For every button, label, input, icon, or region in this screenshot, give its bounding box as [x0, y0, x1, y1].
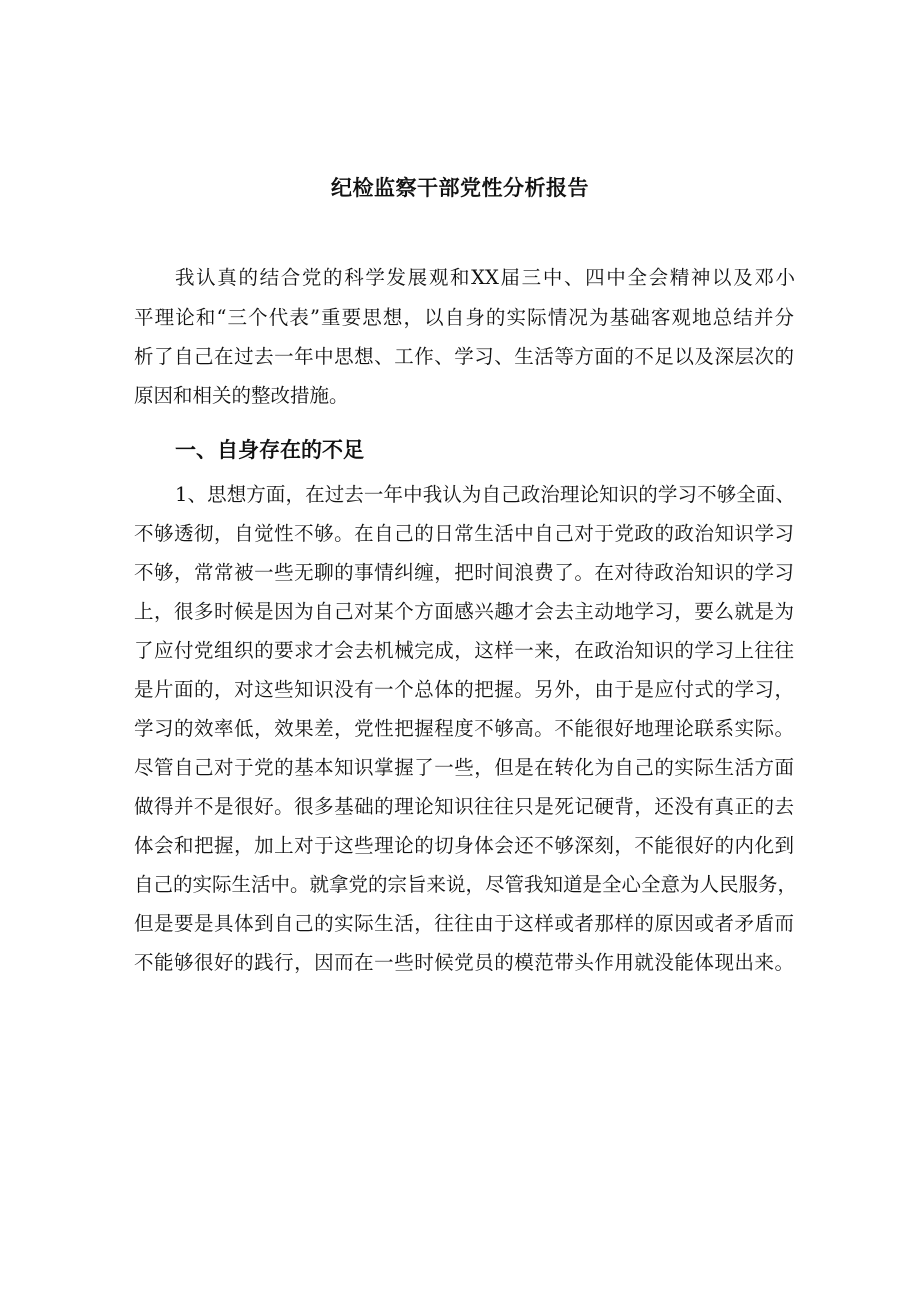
text-line: 自己的实际生活中。就拿党的宗旨来说，尽管我知道是全心全意为人民服务，: [134, 873, 798, 896]
section-heading: 一、自身存在的不足: [175, 438, 364, 462]
text-line: 尽管自己对于党的基本知识掌握了一些，但是在转化为自己的实际生活方面: [134, 756, 794, 779]
text-line: 析了自己在过去一年中思想、工作、学习、生活等方面的不足以及深层次的: [134, 345, 794, 368]
text-line: 是片面的，对这些知识没有一个总体的把握。另外，由于是应付式的学习，: [134, 678, 794, 701]
document-title: 纪检监察干部党性分析报告: [331, 176, 589, 200]
text-line: 1、思想方面，在过去一年中我认为自己政治理论知识的学习不够全面、: [175, 483, 795, 506]
text-line: 上，很多时候是因为自己对某个方面感兴趣才会去主动地学习，要么就是为: [134, 600, 794, 623]
text-line: 平理论和“三个代表”重要思想，以自身的实际情况为基础客观地总结并分: [134, 306, 794, 329]
text-line: 我认真的结合党的科学发展观和XX届三中、四中全会精神以及邓小: [175, 266, 795, 289]
text-line: 但是要是具体到自己的实际生活，往往由于这样或者那样的原因或者矛盾而: [134, 912, 794, 935]
text-line: 学习的效率低，效果差，党性把握程度不够高。不能很好地理论联系实际。: [134, 717, 794, 740]
text-line: 不能够很好的践行，因而在一些时候党员的模范带头作用就没能体现出来。: [134, 951, 794, 974]
text-line: 原因和相关的整改措施。: [134, 384, 349, 407]
text-line: 了应付党组织的要求才会去机械完成，这样一来，在政治知识的学习上往往: [134, 639, 794, 662]
text-line: 做得并不是很好。很多基础的理论知识往往只是死记硬背，还没有真正的去: [134, 795, 794, 818]
text-line: 不够透彻，自觉性不够。在自己的日常生活中自己对于党政的政治知识学习: [134, 522, 794, 545]
text-line: 体会和把握，加上对于这些理论的切身体会还不够深刻，不能很好的内化到: [134, 834, 794, 857]
text-line: 不够，常常被一些无聊的事情纠缠，把时间浪费了。在对待政治知识的学习: [134, 561, 794, 584]
